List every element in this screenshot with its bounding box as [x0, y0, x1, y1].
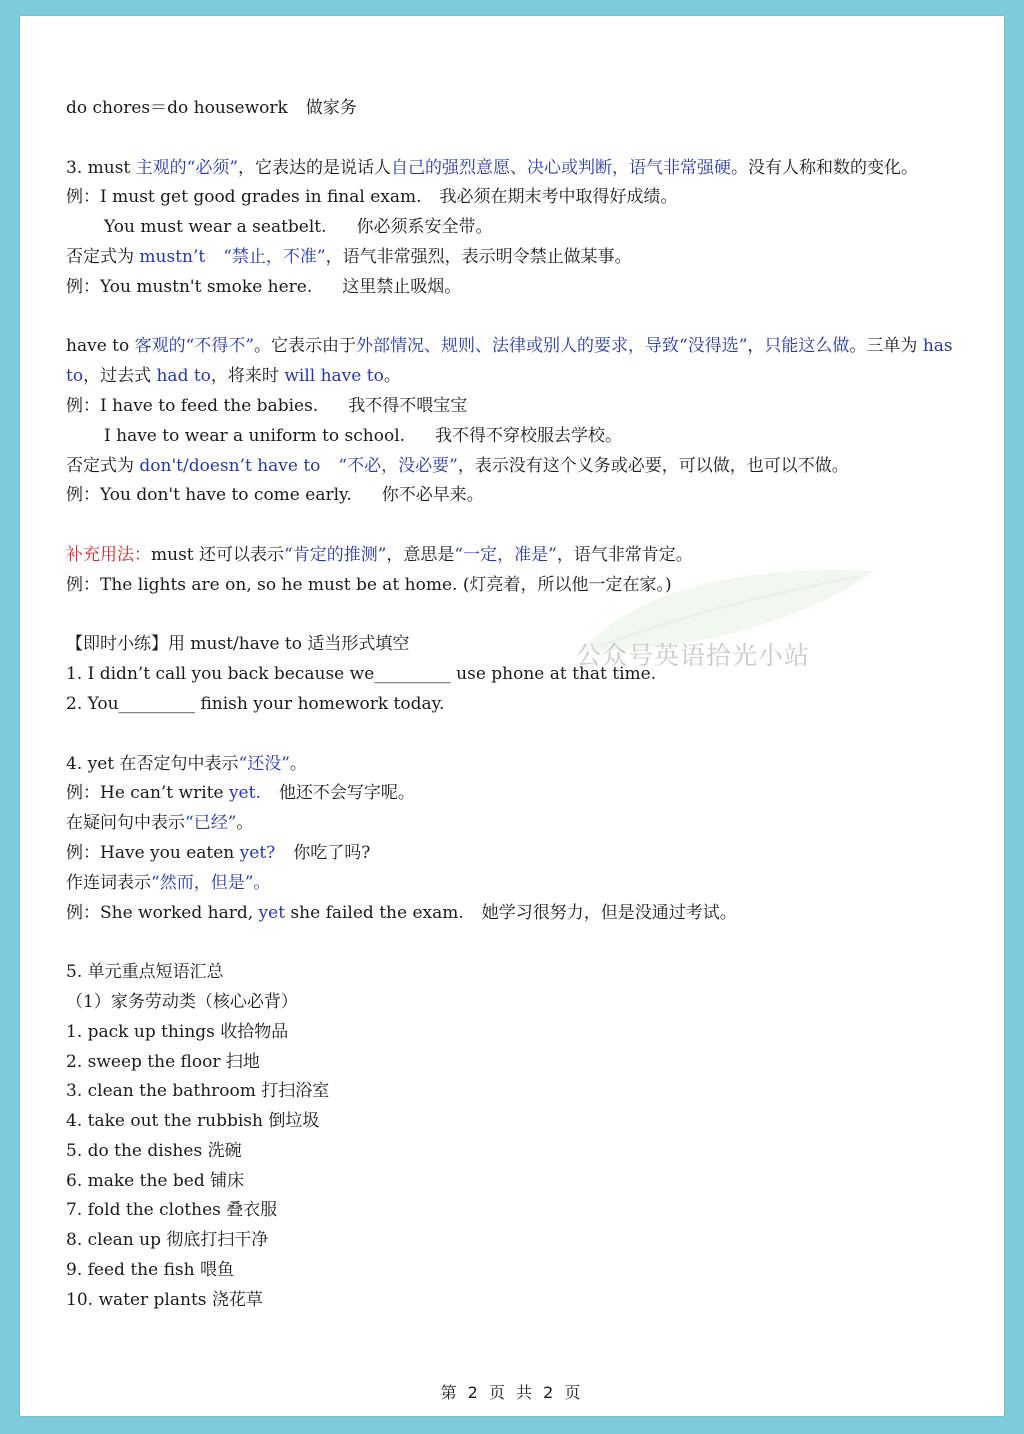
chores-line: do chores＝do housework 做家务 [66, 98, 357, 118]
list-item: 1. pack up things 收拾物品 [66, 1021, 289, 1042]
have-to-example-3: 例：You don't have to come early. 你不必早来。 [66, 485, 484, 506]
practice-question-1: 1. I didn’t call you back because we_________ use phone at that time. [66, 664, 657, 685]
list-item: 4. take out the rubbish 倒垃圾 [66, 1111, 320, 1132]
practice-question-2: 2. You_________ finish your homework today. [66, 693, 445, 714]
must-example-1: 例：I must get good grades in final exam. 我必须在期末考中取得好成绩。 [66, 187, 678, 208]
yet-question: 在疑问句中表示“已经”。 [66, 813, 254, 834]
yet-conjunction: 作连词表示“然而，但是”。 [66, 872, 271, 893]
have-to-negative: 否定式为 don't/doesn’t have to “不必，没必要”，表示没有这个义务或必要，可以做，也可以不做。 [66, 455, 849, 476]
yet-example-3: 例：She worked hard, yet she failed the exam. 她学习很努力，但是没通过考试。 [66, 902, 737, 923]
list-item: 2. sweep the floor 扫地 [66, 1051, 260, 1072]
phrases-subtitle: （1）家务劳动类（核心必背） [66, 991, 298, 1012]
yet-example-2: 例：Have you eaten yet? 你吃了吗? [66, 842, 371, 863]
must-definition: 3. must 主观的“必须”，它表达的是说话人自己的强烈意愿、决心或判断，语气非常强硬。没有人称和数的变化。 [66, 157, 919, 178]
list-item: 9. feed the fish 喂鱼 [66, 1260, 234, 1281]
extra-example: 例：The lights are on, so he must be at home. (灯亮着，所以他一定在家。) [66, 574, 672, 595]
list-item: 8. clean up 彻底打扫干净 [66, 1230, 269, 1251]
list-item: 10. water plants 浇花草 [66, 1289, 263, 1310]
page-footer: 第 2 页 共 2 页 [440, 1383, 584, 1402]
phrases-title: 5. 单元重点短语汇总 [66, 962, 224, 983]
must-negative: 否定式为 mustn’t “禁止，不准”，语气非常强烈，表示明令禁止做某事。 [66, 246, 632, 267]
list-item: 6. make the bed 铺床 [66, 1170, 245, 1191]
practice-title: 【即时小练】用 must/have to 适当形式填空 [66, 634, 410, 655]
must-example-3: 例：You mustn't smoke here. 这里禁止吸烟。 [66, 276, 462, 297]
list-item: 5. do the dishes 洗碗 [66, 1140, 242, 1161]
must-example-2: You must wear a seatbelt. 你必须系安全带。 [104, 217, 493, 238]
have-to-example-1: 例：I have to feed the babies. 我不得不喂宝宝 [66, 395, 468, 416]
yet-example-1: 例：He can’t write yet. 他还不会写字呢。 [66, 783, 415, 804]
list-item: 7. fold the clothes 叠衣服 [66, 1200, 278, 1221]
watermark-text: 公众号英语拾光小站 [576, 641, 811, 670]
have-to-definition: have to 客观的“不得不”。它表示由于外部情况、规则、法律或别人的要求，导致“没得选”，只能这么做。三单为 has to，过去式 had to，将来时 will have to。 [66, 336, 953, 387]
have-to-example-2: I have to wear a uniform to school. 我不得不穿校服去学校。 [104, 425, 623, 446]
phrase-list [66, 1018, 964, 1316]
list-item: 3. clean the bathroom 打扫浴室 [66, 1081, 330, 1102]
yet-negative: 4. yet 在否定句中表示“还没”。 [66, 753, 307, 774]
document-page [20, 16, 1004, 1416]
document-content [66, 94, 964, 1316]
extra-usage: 补充用法：must 还可以表示“肯定的推测”，意思是“一定，准是”，语气非常肯定。 [66, 544, 693, 565]
